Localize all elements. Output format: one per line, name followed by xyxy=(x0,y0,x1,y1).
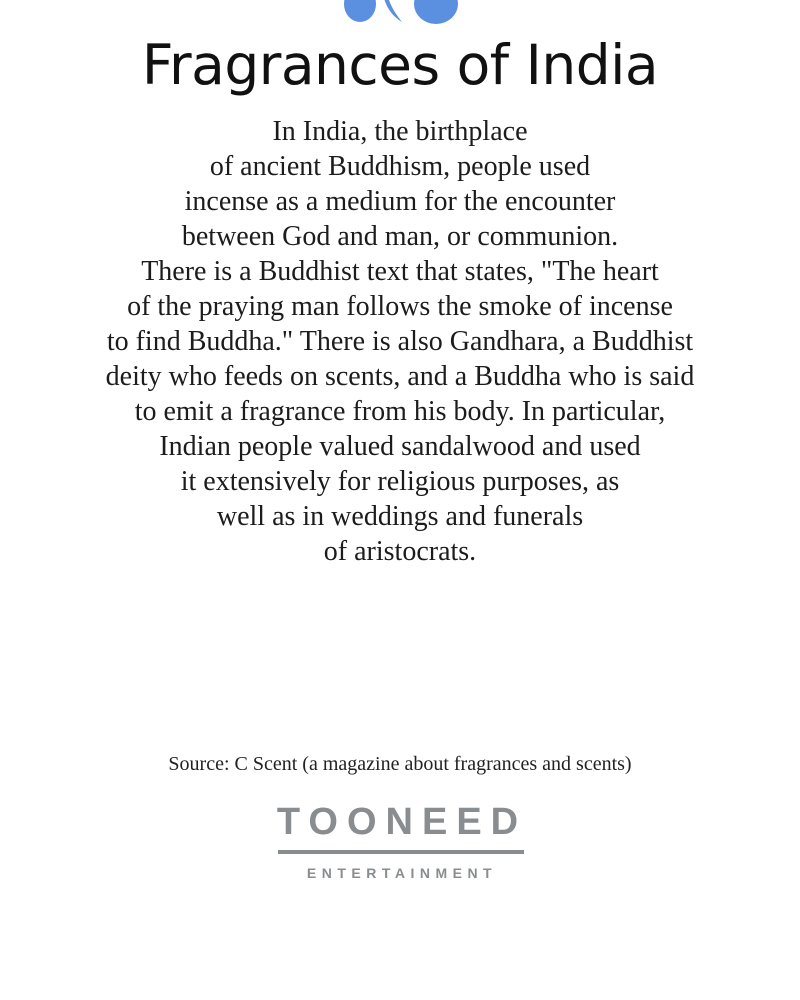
article-line: to emit a fragrance from his body. In particular, xyxy=(134,396,666,427)
article-line: There is a Buddhist text that states, "The heart xyxy=(141,256,659,287)
article-line: it extensively for religious purposes, as xyxy=(180,466,620,497)
article-line: of ancient Buddhism, people used xyxy=(209,151,591,182)
article-line: of the praying man follows the smoke of incense xyxy=(127,291,673,322)
article-line: deity who feeds on scents, and a Buddha who is said xyxy=(105,361,695,392)
source-credit: Source: C Scent (a magazine about fragrances and scents) xyxy=(168,753,632,775)
article-line: well as in weddings and funerals xyxy=(216,501,584,532)
article-body xyxy=(40,114,760,569)
article-line: between God and man, or communion. xyxy=(181,221,619,252)
article-line: incense as a medium for the encounter xyxy=(184,186,616,217)
article-line: of aristocrats. xyxy=(323,536,477,567)
article-line: Indian people valued sandalwood and used xyxy=(159,431,641,462)
logo-subtitle: ENTERTAINMENT xyxy=(306,865,498,881)
article-line: In India, the birthplace xyxy=(272,116,528,147)
logo-name: TOONEED xyxy=(276,801,528,843)
page-title: Fragrances of India xyxy=(141,33,659,97)
blue-drops-icon xyxy=(318,0,468,26)
article-line: to find Buddha." There is also Gandhara, a Buddhist xyxy=(106,326,694,357)
tooneed-entertainment-logo xyxy=(262,800,542,885)
